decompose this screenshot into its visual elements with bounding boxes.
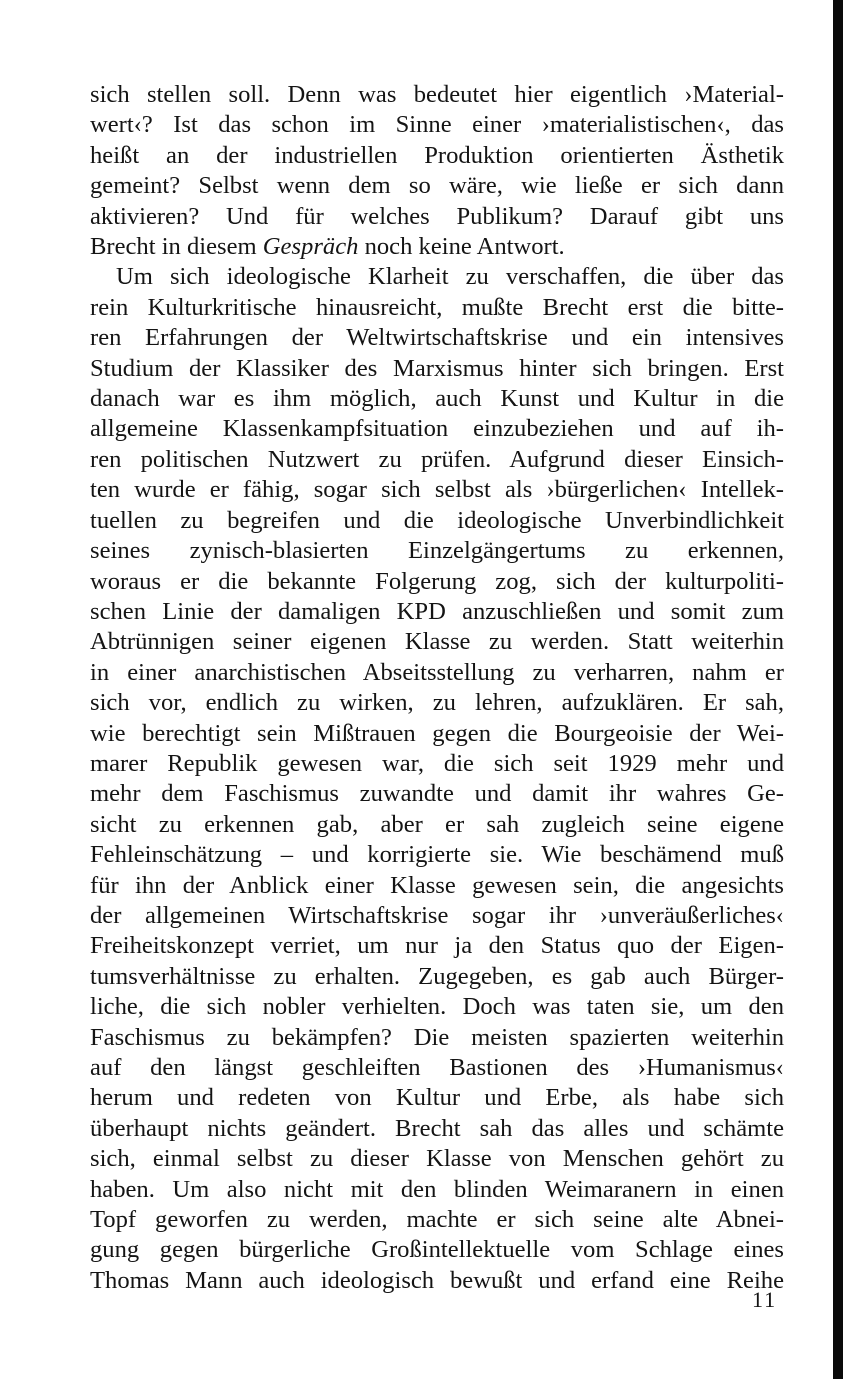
- text-line: herum und redeten von Kultur und Erbe, als habe sich: [90, 1084, 784, 1112]
- text-line: danach war es ihm möglich, auch Kunst und Kultur in die: [90, 385, 784, 413]
- text-line: in einer anarchistischen Abseitsstellung zu verharren, nahm er: [90, 658, 784, 686]
- paragraph: [90, 262, 784, 1296]
- text-line: woraus er die bekannte Folgerung zog, sich der kulturpoliti-: [90, 567, 784, 595]
- body-text: [90, 80, 784, 1296]
- text-line: Freiheitskonzept verriet, um nur ja den Status quo der Eigen-: [90, 932, 784, 960]
- text-line: tumsverhältnisse zu erhalten. Zugegeben, es gab auch Bürger-: [90, 962, 784, 990]
- text-line: Thomas Mann auch ideologisch bewußt und erfand eine Reihe: [90, 1266, 784, 1294]
- text-line: Studium der Klassiker des Marxismus hinter sich bringen. Erst: [90, 354, 784, 382]
- text-line: haben. Um also nicht mit den blinden Weimaranern in einen: [90, 1175, 784, 1203]
- text-line: gung gegen bürgerliche Großintellektuelle vom Schlage eines: [90, 1236, 784, 1264]
- text-line: ren politischen Nutzwert zu prüfen. Aufgrund dieser Einsich-: [90, 445, 784, 473]
- text-run: Brecht in diesem: [90, 233, 263, 261]
- text-line: tuellen zu begreifen und die ideologische Unverbindlichkeit: [90, 506, 784, 534]
- paragraph: [90, 80, 784, 262]
- text-line: für ihn der Anblick einer Klasse gewesen sein, die angesichts: [90, 871, 784, 899]
- text-line: mehr dem Faschismus zuwandte und damit ihr wahres Ge-: [90, 780, 784, 808]
- text-line: ten wurde er fähig, sogar sich selbst als ›bürgerlichen‹ Intellek-: [90, 476, 784, 504]
- text-line: auf den längst geschleiften Bastionen des ›Humanismus‹: [90, 1054, 784, 1081]
- text-line: der allgemeinen Wirtschaftskrise sogar ihr ›unveräußerliches‹: [90, 901, 784, 929]
- text-line: heißt an der industriellen Produktion orientierten Ästhetik: [90, 141, 784, 169]
- text-line: Um sich ideologische Klarheit zu verschaffen, die über das: [116, 263, 784, 291]
- text-line: [90, 232, 784, 262]
- text-line: liche, die sich nobler verhielten. Doch was taten sie, um den: [90, 993, 784, 1021]
- text-line: marer Republik gewesen war, die sich seit 1929 mehr und: [90, 749, 784, 777]
- text-line: ren Erfahrungen der Weltwirtschaftskrise und ein intensives: [90, 324, 784, 352]
- text-line: seines zynisch-blasierten Einzelgängertums zu erkennen,: [90, 537, 784, 565]
- text-line: schen Linie der damaligen KPD anzuschließen und somit zum: [90, 597, 784, 625]
- text-line: Topf geworfen zu werden, machte er sich seine alte Abnei-: [90, 1206, 784, 1234]
- page-number: 11: [752, 1287, 778, 1312]
- text-line: aktivieren? Und für welches Publikum? Darauf gibt uns: [90, 202, 784, 230]
- text-line: Fehleinschätzung – und korrigierte sie. Wie beschämend muß: [90, 841, 784, 869]
- text-line: Faschismus zu bekämpfen? Die meisten spazierten weiterhin: [90, 1023, 784, 1051]
- text-line: wie berechtigt sein Mißtrauen gegen die Bourgeoisie der Wei-: [90, 719, 784, 747]
- scan-edge: [833, 0, 843, 1379]
- text-line: sich stellen soll. Denn was bedeutet hier eigentlich ›Material-: [90, 81, 784, 108]
- text-line: gemeint? Selbst wenn dem so wäre, wie ließe er sich dann: [90, 172, 784, 200]
- text-run: noch keine Antwort.: [358, 233, 565, 261]
- text-line: rein Kulturkritische hinausreicht, mußte Brecht erst die bitte-: [90, 293, 784, 321]
- text-line: wert‹? Ist das schon im Sinne einer ›materialistischen‹, das: [90, 111, 784, 139]
- text-line: sich, einmal selbst zu dieser Klasse von Menschen gehört zu: [90, 1145, 784, 1173]
- text-line: überhaupt nichts geändert. Brecht sah das alles und schämte: [90, 1114, 784, 1142]
- italic-title: Gespräch: [262, 233, 359, 261]
- text-line: sicht zu erkennen gab, aber er sah zugleich seine eigene: [90, 810, 784, 838]
- text-line: Abtrünnigen seiner eigenen Klasse zu werden. Statt weiterhin: [90, 628, 784, 656]
- text-line: allgemeine Klassenkampfsituation einzubeziehen und auf ih-: [90, 415, 784, 443]
- text-line: sich vor, endlich zu wirken, zu lehren, aufzuklären. Er sah,: [90, 689, 784, 717]
